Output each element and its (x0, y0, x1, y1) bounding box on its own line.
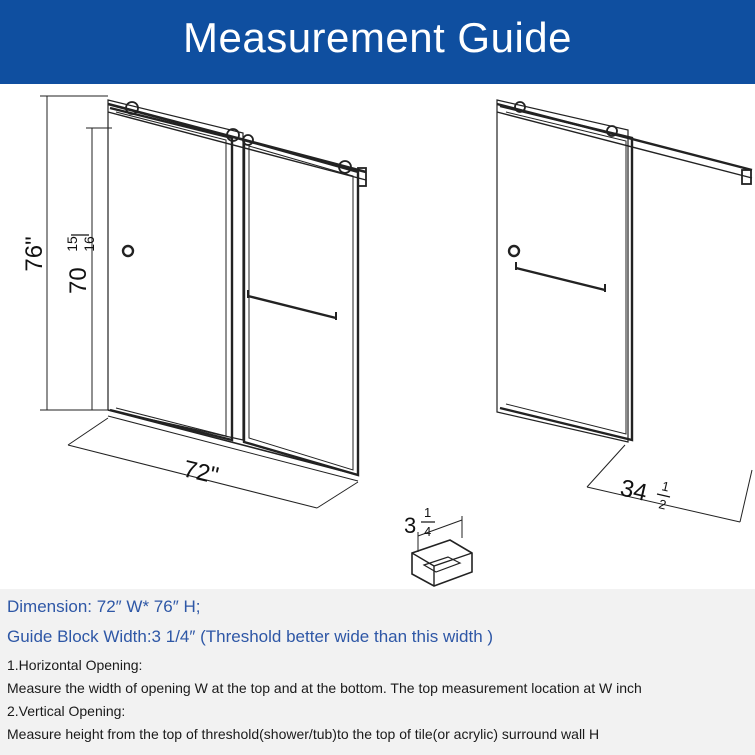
width-right-fraction-num: 1 (660, 478, 671, 495)
horizontal-opening-text: Measure the width of opening W at the top and at the bottom. The top measurement location at W inch (7, 680, 642, 696)
block-width-label: 3 (404, 513, 417, 538)
block-width-fraction-den: 4 (424, 524, 432, 539)
height-door-fraction-den: 16 (81, 236, 97, 252)
vertical-opening-heading: 2.Vertical Opening: (7, 703, 126, 719)
height-door-label: 70 (65, 267, 92, 294)
width-right-fraction-den: 2 (657, 496, 668, 513)
horizontal-opening-heading: 1.Horizontal Opening: (7, 657, 143, 673)
title-banner (0, 0, 755, 84)
height-total-label: 76" (21, 236, 48, 272)
page-title: Measurement Guide (182, 14, 573, 61)
width-total-label: 72" (180, 455, 222, 490)
dimension-info-panel (0, 589, 755, 755)
vertical-opening-text: Measure height from the top of threshold(shower/tub)to the top of tile(or acrylic) surround wall H (7, 726, 600, 742)
guide-block-text: Guide Block Width:3 1/4″ (Threshold better wide than this width ) (7, 627, 494, 646)
height-door-fraction-num: 15 (64, 236, 80, 252)
block-width-fraction-num: 1 (424, 505, 432, 520)
dimension-text: Dimension: 72″ W* 76″ H; (7, 597, 201, 616)
measurement-drawing (0, 84, 755, 598)
width-right-label: 34 (617, 474, 650, 507)
